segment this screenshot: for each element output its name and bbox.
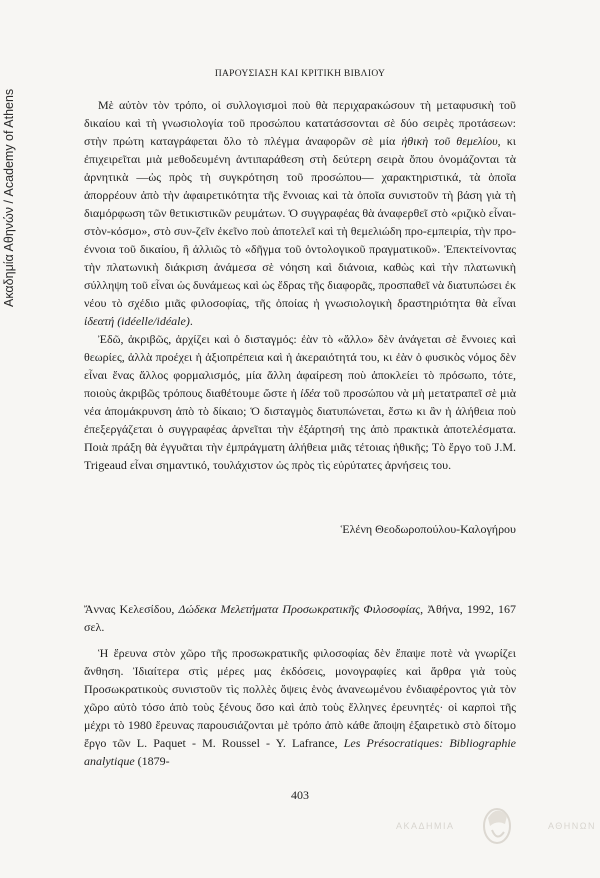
book-publication: , Ἀθήνα, 1992, 167 σελ. [84,602,516,634]
athena-seal-icon [478,802,516,848]
academy-watermark [396,802,596,850]
book-title: Δώδεκα Μελετήματα Προσωκρατικῆς Φιλοσοφίας [178,602,421,616]
book-author: Ἄννας Κελεσίδου [84,602,172,616]
new-review-body [84,644,516,770]
paragraph-3: Ἡ ἔρευνα στὸν χῶρο τῆς προσωκρατικῆς φιλοσοφίας δὲν ἔπαψε ποτὲ νὰ γνωρίζει ἄνθηση. Ἰδιαίτερα στὶς μέρες μας ἐκδόσεις, μονογραφίες καὶ ἄρθρα γιὰ τοὺς Προσωκρατικοὺς συνιστοῦν τὶς πολλὲς ὄψεις ἑνὸς ἀνανεωμένου ἐνδιαφέροντος γιὰ τὸν χῶρο αὐτὸ τόσο ἀπὸ τοὺς ξένους ὅσο καὶ ἀπὸ τοὺς ἕλληνες ἐρευνητές· οἱ καρποὶ τῆς μέχρι τὸ 1980 ἔρευνας παρουσιάζονται μὲ τρόπο ἀπὸ κάθε ἄποψη ἐξαιρετικὸ στὸ δίτομο ἔργο τῶν L. Paquet - M. Roussel - Y. Lafrance, Les Présocratiques: Bibliographie analytique (1879- [84,646,516,768]
archive-side-note: Ακαδημία Αθηνών / Academy of Athens [2,88,16,308]
running-head: ΠΑΡΟΥΣΙΑΣΗ ΚΑΙ ΚΡΙΤΙΚΗ ΒΙΒΛΙΟΥ [214,69,386,79]
paragraph-2: Ἐδῶ, ἀκριβῶς, ἀρχίζει καὶ ὁ δισταγμός: ἐὰν τὸ «ἄλλο» δὲν ἀνάγεται σὲ ἔννοιες καὶ θεωρίες, ἀλλὰ προέχει ἡ ἀξιοπρέπεια καὶ ἡ ἀκεραιότητά του, κι ἐὰν ὁ φυσικὸς νόμος δὲν εἶναι ἕνας ἄλλος φορμαλισμός, μία ἄλλη ἀφαίρεση ποὺ ἀποκλείει τὸ πρόσωπο, τότε, ποιοὺς ἀκριβῶς τρόπους διαθέτουμε ὥστε ἡ ἰδέα τοῦ προσώπου νὰ μὴ μετατραπεῖ σὲ μιὰ νέα ἀπομάκρυνση ἀπὸ τὸ δίκαιο; Ὁ δισταγμὸς διατυπώνεται, ἔστω κι ἂν ἡ ἀλήθεια ποὺ ἐπεξεργάζεται ὁ συγγραφέας ἀρνεῖται τὴν ἐξάρτησή της ἀπὸ πρακτικὰ ἀποτελέσματα. Ποιὰ πράξη θὰ ἐγγυᾶται τὴν ἐμπράγματη ἀλήθεια μιᾶς τέτοιας ἠθικῆς; Τὸ ἔργο τοῦ J.M. Trigeaud εἶναι σημαντικό, τουλάχιστον ὡς πρὸς τὶς εὐρύτατες ἀρνήσεις του. [84,332,517,472]
italic-term: ἰδεατή (idéelle/idéale) [84,314,190,328]
book-citation: Ἄννας Κελεσίδου, Δώδεκα Μελετήματα Προσωκρατικῆς Φιλοσοφίας, Ἀθήνα, 1992, 167 σελ. [84,602,516,634]
watermark-left-text: ΑΚΑΔΗΜΙΑ [396,821,455,831]
italic-term: ἰδέα [300,386,321,400]
watermark-right-text: ΑΘΗΝΩΝ [547,821,596,831]
italic-term: Les Présocratiques: Bibliographie analytique [84,736,516,768]
reviewer-signature: Ἑλένη Θεοδωροπούλου-Καλογήρου [340,522,516,536]
italic-term: ἠθικὴ τοῦ θεμελίου [401,134,498,148]
paragraph-1: Μὲ αὐτὸν τὸν τρόπο, οἱ συλλογισμοὶ ποὺ θὰ περιχαρακώσουν τὴ μεταφυσικὴ τοῦ δικαίου καὶ τὴ γνωσιολογία τοῦ προσώπου κατατάσσονται σὲ δύο σειρὲς προτάσεων: στὴν πρώτη καταγράφεται ὅλο τὸ πλέγμα ἀναφορῶν σὲ μία ἠθικὴ τοῦ θεμελίου, κι ἐπιχειρεῖται μιὰ μεθοδευμένη ἀντιπαράθεση στὴ δεύτερη σειρὰ ὅπου ὀνομάζονται τὰ ἀρνητικὰ —ὡς πρὸς τὴ συγκρότηση τοῦ προσώπου— χαρακτηριστικά, τὰ ὁποῖα ἀπορρέουν ἀπὸ τὴν ἀφαιρετικότητα τῆς ἔννοιας καὶ τὰ ὁποῖα συνιστοῦν τὴ βάση γιὰ τὴ διαμόρφωση τῶν θετικιστικῶν ρευμάτων. Ὁ συγγραφέας θὰ ἀναφερθεῖ στὸ «ριζικὸ εἶναι-στὸν-κόσμο», στὸ συν-ζεῖν ἐκεῖνο ποὺ ἀποτελεῖ καὶ τὴ θεμελιώδη προ-εμπειρία, τὴν προ-έννοια τοῦ δικαίου, ἢ ἀλλιῶς τὸ «δῆγμα τοῦ ὀντολογικοῦ πραγματικοῦ». Ἐπεκτείνοντας τὴν πλατωνικὴ διάκριση ἀνάμεσα σὲ νόηση καὶ διάνοια, καθὼς καὶ τὴν πλατωνικὴ σύλληψη τοῦ εἶναι ὡς δυνάμεως καὶ ὡς ἕδρας τῆς διαφορᾶς, προσπαθεῖ νὰ διατυπώσει ἐκ νέου τὸ σχέδιο μιᾶς φιλοσοφίας, τῆς ὁποίας ἡ γνωσιολογικὴ δραστηριότητα θὰ εἶναι ἰδεατή (idéelle/idéale). [84,98,516,328]
review-continuation [84,96,516,474]
page-number: 403 [291,788,309,802]
